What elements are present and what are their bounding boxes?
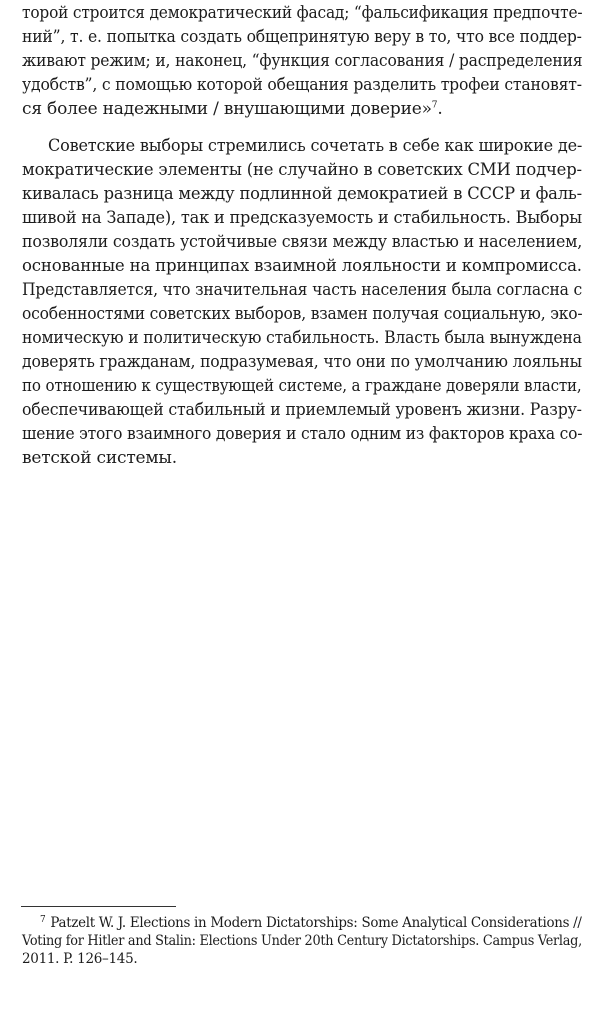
sentence-end: . <box>437 99 443 119</box>
text-line: особенностями советских выборов, взамен получая социальную, эко- <box>22 304 583 324</box>
text-line: кивалась разница между подлинной демократией в СССР и фаль- <box>22 184 582 204</box>
text-line: ний”, т. е. попытка создать общепринятую веру в то, что все поддер- <box>22 27 582 47</box>
text-line <box>22 98 443 120</box>
text-line: номическую и политическую стабильность. Власть была вынуждена <box>22 328 582 348</box>
footnote-marker: 7 <box>40 914 46 925</box>
footnote-separator <box>21 906 176 907</box>
footnote-line: 2011. P. 126–145. <box>22 951 138 967</box>
text-line: торой строится демократический фасад; “фальсификация предпочте- <box>22 3 583 23</box>
footnote-text: Patzelt W. J. Elections in Modern Dictatorships: Some Analytical Considerations // <box>50 915 582 931</box>
text-line: позволяли создать устойчивые связи между властью и населением, <box>22 232 583 252</box>
text-line: шение этого взаимного доверия и стало одним из факторов краха со- <box>22 424 583 444</box>
text-line-body: ся более надежными / внушающими доверие» <box>22 99 432 119</box>
text-line: шивой на Западе), так и предсказуемость и стабильность. Выборы <box>22 208 582 228</box>
text-line: Представляется, что значительная часть населения была согласна с <box>22 280 583 300</box>
text-line: ветской системы. <box>22 448 177 468</box>
text-line: обеспечивающей стабильный и приемлемый уровенъ жизни. Разру- <box>22 400 582 420</box>
text-line: живают режим; и, наконец, “функция согласования / распределения <box>22 51 583 71</box>
text-line: мократические элементы (не случайно в советских СМИ подчер- <box>22 160 582 180</box>
text-line: по отношению к существующей системе, а граждане доверяли власти, <box>22 376 582 396</box>
footnote-reference[interactable]: 7 <box>431 100 438 111</box>
text-line: доверять гражданам, подразумевая, что они по умолчанию лояльны <box>22 352 582 372</box>
text-line: основанные на принципах взаимной лояльности и компромисса. <box>22 256 582 276</box>
footnote-line <box>40 914 582 932</box>
text-line: удобств”, с помощью которой обещания разделить трофеи становят- <box>22 75 582 95</box>
text-line: Советские выборы стремились сочетать в себе как широкие де- <box>48 136 583 156</box>
footnote-line: Voting for Hitler and Stalin: Elections Under 20th Century Dictatorships. Campus Verlag, <box>22 933 582 949</box>
